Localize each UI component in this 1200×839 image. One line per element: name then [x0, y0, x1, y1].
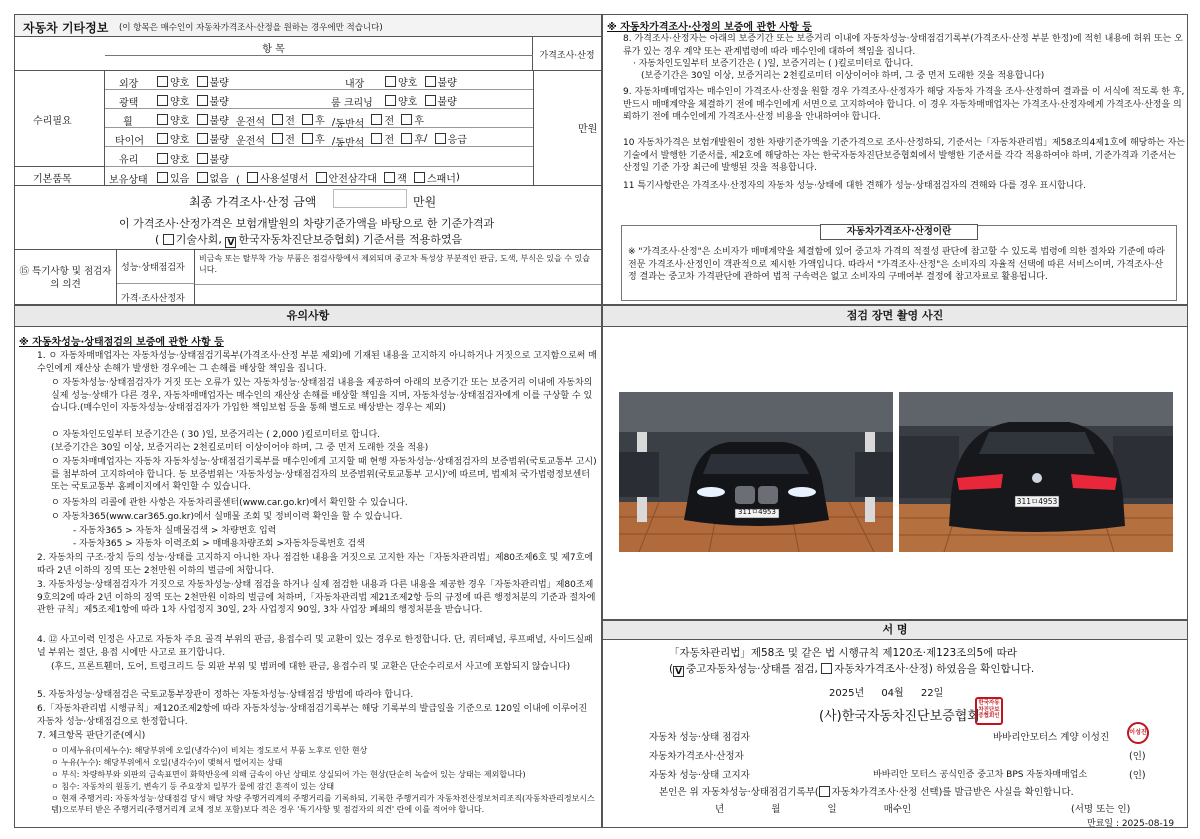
room-bad-label: 불량 — [437, 97, 457, 108]
criteria-2: ㅇ 누유(누수): 해당부위에서 오일(냉각수)이 맺혀서 떨어지는 상태 — [51, 758, 283, 767]
notes-section — [14, 305, 602, 828]
tire-passenger-rear-checkbox[interactable] — [401, 133, 412, 144]
wheel-passenger-rear-label: 후 — [414, 116, 424, 127]
room-good-label: 양호 — [398, 97, 418, 108]
tire-bad-checkbox[interactable] — [197, 133, 208, 144]
interior-label: 내장 — [345, 79, 365, 90]
notes-item-6: 6.「자동차관리법 시행규칙」제120조제2항에 따라 자동차성능·상태점검기록부는 해당 기록부의 발급일을 기준으로 120일 이내에 이루어진 자동차 성능·상태점검으로 한정합니다. — [37, 704, 588, 727]
photos-section — [602, 305, 1188, 620]
inspector-value: 바바리안모터스 계양 이성진 — [993, 732, 1110, 743]
price-definition-title: 자동차가격조사·산정이란 — [846, 226, 952, 237]
notes-item-1i: - 자동차365 > 자동차 이력조회 > 매매용차량조회 >자동차등록번호 검색 — [73, 539, 365, 549]
glass-good-label: 양호 — [170, 155, 190, 166]
row-owned: 보유상태 있음 없음 ( 사용설명서 안전삼각대 잭 스패너 ) — [105, 167, 533, 186]
price-guarantee-title: ※ 자동차가격조사·산정의 보증에 관한 사항 등 — [607, 22, 812, 33]
signature-date — [829, 684, 943, 699]
manual-label: 사용설명서 — [260, 174, 309, 185]
basis-assoc-label: 한국자동차진단보증협회 — [238, 233, 356, 246]
wheel-passenger-rear-checkbox[interactable] — [401, 114, 412, 125]
room-cleaning-label: 룸 크리닝 — [331, 98, 373, 109]
signature-line2-suffix: 하였음을 확인합니다. — [936, 663, 1035, 675]
opinion-num: ⑮ — [19, 266, 29, 277]
price-definition-box — [621, 225, 1177, 301]
confirm-line — [659, 784, 1074, 798]
buyer-label: 매수인 — [883, 804, 912, 815]
row-exterior — [105, 71, 533, 90]
other-info-subtitle: (이 항목은 매수인이 자동차가격조사·산정을 원하는 경우에만 적습니다) — [119, 23, 383, 33]
wheel-passenger-front-checkbox[interactable] — [371, 114, 382, 125]
tire-passenger-front-checkbox[interactable] — [371, 133, 382, 144]
inspector-seal-text: 이성진 — [1129, 729, 1147, 736]
gloss-label: 광택 — [119, 98, 139, 109]
spanner-checkbox[interactable] — [414, 172, 425, 183]
inspector-label: 자동차 성능·상태 점검자 — [649, 732, 750, 743]
row-glass — [105, 147, 533, 167]
buyer-day: 일 — [827, 804, 837, 815]
price-cell — [533, 71, 601, 186]
row-wheel: 휠 양호 불량 운전석 전 후 / 동반석 전 후 — [105, 109, 533, 128]
notes-subtitle: ※ 자동차성능·상태점검의 보증에 관한 사항 등 — [19, 337, 224, 348]
basic-label-cell — [15, 167, 105, 186]
final-price-unit: 만원 — [413, 195, 437, 209]
notes-item-5: 5. 자동차성능·상태점검은 국토교통부장관이 정하는 자동차성능·상태점검 방법에 따라야 합니다. — [37, 690, 414, 700]
notes-item-1b: ㅇ 자동차성능·상태점검자가 거짓 또는 오류가 있는 자동차성능·상태점검 내용을 제공하여 아래의 보증기간 또는 보증거리 이내에 자동차의 실제 성능·상태가 다른 경우, 자동차매매업자는 매수인의 재산상 손해를 배상할 책임을 지며, 자동차성능·상태점검자에게 이를 구상할 수 있습니다.(매수인이 자동차성능·상태점검자가 가입한 책임보험 등을 통해 별도로 배상받는 경우는 제외) — [51, 378, 593, 413]
notes-item-7: 7. 체크항목 판단기준(예시) — [37, 731, 146, 741]
rear-photo — [899, 392, 1173, 552]
notifier-label: 자동차 성능·상태 고지자 — [649, 770, 750, 781]
exterior-bad-label: 불량 — [209, 78, 229, 89]
notifier-value: 바바리안 모터스 공식인증 중고차 BPS 자동차매매업소 — [873, 770, 1088, 780]
tire-emergency-label: 응급 — [447, 135, 467, 146]
notes-title: 유의사항 — [286, 309, 330, 322]
used-car-label: 중고자동차성능·상태를 점검, — [686, 663, 818, 675]
item8-text: 8. 가격조사·산정자는 아래의 보증기간 또는 보증거리 이내에 자동차성능·상태점검기록부(가격조사·산정 부분 한정)에 적힌 내용에 허위 또는 오류가 있는 경우 계약 또는 관계법령에 따라 매수인에 대하여 책임을 집니다. — [623, 34, 1183, 57]
tire-label: 타이어 — [115, 136, 144, 147]
criteria-1: ㅇ 미세누유(미세누수): 해당부위에 오일(냉각수)이 비치는 정도로서 부품 노후로 인한 현상 — [51, 746, 368, 755]
basis-line1: 이 가격조사·산정가격은 보험개발원의 차량기준가액을 바탕으로 한 기준가격과 — [119, 217, 495, 230]
notes-item-1e: ㅇ 자동차매매업자는 자동차 자동차성능·상태점검기록부를 매수인에게 고지할 때 현행 자동차성능·상태점검자의 보증범위(국토교통부 고시)를 첨부하여 고지하여야 합니다. 동 보증범위는 '자동차성능·상태점검자의 보증범위(국토교통부 고시)'에 따르며, 법제처 국가법령정보센터 또는 국토교통부 홈페이지에서 확인할 수 있습니다. — [51, 457, 597, 492]
jack-label: 잭 — [397, 174, 407, 185]
opinion-label: 특기사항 및 점검자의 의견 — [32, 266, 112, 290]
date-year-value: 2025 — [829, 688, 855, 699]
org-name: (사)한국자동차진단보증협회 — [819, 709, 980, 724]
wheel-driver-front-checkbox[interactable] — [272, 114, 283, 125]
notes-item-4: 4. ⑫ 사고이력 인정은 사고로 자동차 주요 골격 부위의 판금, 용접수리 및 교환이 있는 경우로 한정합니다. 단, 쿼터패널, 루프패널, 사이드실패널 부위는 절단, 용접 시에만 사고로 표기합니다. — [37, 635, 593, 658]
gloss-bad-checkbox[interactable] — [197, 95, 208, 106]
rear-car-illustration — [899, 392, 1173, 552]
exterior-label: 외장 — [119, 79, 139, 90]
owned-label: 보유상태 — [109, 175, 148, 186]
final-price-input[interactable] — [333, 189, 407, 208]
tire-driver-rear-label: 후 — [315, 135, 325, 146]
item11-text: 11 특기사항란은 가격조사·산정자의 자동차 성능·상태에 대한 견해가 성능·상태점검자의 견해와 다를 경우 표시합니다. — [623, 181, 1086, 191]
signature-section — [602, 620, 1188, 828]
wheel-driver-rear-label: 후 — [315, 116, 325, 127]
front-plate: 311ㅁ4953 — [738, 508, 776, 516]
row-tire: 타이어 양호 불량 운전석 전 후 / 동반석 전 후 / 응급 — [105, 128, 533, 147]
item9-text: 9. 자동차매매업자는 매수인이 가격조사·산정을 원할 경우 가격조사·산정자가 해당 자동차 가격을 조사·산정하여 결과를 이 서식에 적도록 한 후, 반드시 매매계약을 체결하기 전에 매수인에게 서면으로 고지하여야 합니다. 이 경우 자동차매매업자는 가격조사·산정자에게 가격조사·산정을 의뢰하기 전에 매수인에게 가격조사·산정 비용을 안내하여야 합니다. — [623, 87, 1185, 122]
gloss-bad-label: 불량 — [209, 97, 229, 108]
price-header — [533, 37, 601, 71]
room-bad-checkbox[interactable] — [425, 95, 436, 106]
interior-good-checkbox[interactable] — [385, 76, 396, 87]
row-gloss — [105, 90, 533, 109]
signature-line2: (V 중고자동차성능·상태를 점검, 자동차가격조사·산정) 하였음을 확인합니다. — [669, 661, 1034, 677]
wheel-bad-label: 불량 — [209, 116, 229, 127]
manual-checkbox[interactable] — [247, 172, 258, 183]
date-day-label: 일 — [933, 688, 944, 699]
wheel-driver-label: 운전석 — [236, 117, 266, 128]
basis-assoc-checkbox[interactable] — [225, 237, 236, 248]
price-check-label: 자동차가격조사·산정) — [834, 663, 933, 675]
notes-item-1: 1. ㅇ 자동차매매업자는 자동차성능·상태점검기록부(가격조사·산정 부분 제외)에 기재된 내용을 고지하지 아니하거나 거짓으로 고지함으로써 매수인에게 재산상 손해가 발생한 경우에는 그 손해를 배상할 책임을 집니다. — [37, 351, 597, 374]
confirm-prefix: 본인은 위 자동차성능·상태점검기록부( — [659, 787, 819, 798]
price-assessor-sign-label: 자동차가격조사·산정자 — [649, 751, 744, 762]
tire-bad-label: 불량 — [209, 135, 229, 146]
glass-bad-label: 불량 — [209, 155, 229, 166]
exterior-bad-checkbox[interactable] — [197, 76, 208, 87]
inspector-seal — [1127, 722, 1149, 744]
gloss-good-label: 양호 — [170, 97, 190, 108]
notes-item-4b: (후드, 프론트휀더, 도어, 트렁크리드 등 외판 부위 및 범퍼에 대한 판금, 용접수리 및 교환은 단순수리로서 사고에 포함되지 않습니다) — [51, 662, 571, 672]
tire-emergency-checkbox[interactable] — [435, 133, 446, 144]
wheel-bad-checkbox[interactable] — [197, 114, 208, 125]
wheel-passenger-label: 동반석 — [335, 119, 365, 130]
item10-text: 10 자동차가격은 보험개발원이 정한 차량기준가액을 기준가격으로 조사·산정하되, 기준서는「자동차관리법」제58조의4제1호에 해당하는 자는 기술에서 발행한 기준서를, 제2호에 해당하는 자는 한국자동차진단보증협회에서 발행한 기준서를 각각 적용하여야 하며, 기준가격과 기준서는 산정일 기준 가장 최근에 발행된 것을 적용합니다. — [623, 138, 1185, 173]
signature-title: 서 명 — [882, 623, 908, 636]
interior-bad-checkbox[interactable] — [425, 76, 436, 87]
signature-line1: 「자동차관리법」제58조 및 같은 법 시행규칙 제120조·제123조의5에 따라 — [669, 647, 1017, 659]
price-assessor-sign-suffix: (인) — [1129, 751, 1146, 762]
perf-inspector-label: 성능·상태점검자 — [121, 263, 185, 273]
none-checkbox[interactable] — [197, 172, 208, 183]
price-assessor-label: 가격·조사산정자 — [121, 294, 185, 304]
jack-checkbox[interactable] — [384, 172, 395, 183]
other-info-title: 자동차 기타정보 — [23, 21, 109, 35]
date-year-label: 년 — [854, 688, 865, 699]
date-day-value: 22 — [920, 688, 934, 699]
room-good-checkbox[interactable] — [385, 95, 396, 106]
tire-driver-front-label: 전 — [285, 135, 295, 146]
exterior-good-checkbox[interactable] — [157, 76, 168, 87]
notes-header — [14, 305, 602, 327]
date-month-value: 04 — [881, 688, 895, 699]
used-car-checkbox[interactable] — [673, 666, 684, 677]
buyer-year: 년 — [715, 804, 725, 815]
tire-good-checkbox[interactable] — [157, 133, 168, 144]
interior-bad-label: 불량 — [437, 78, 457, 89]
item8-note: (보증기간은 30일 이상, 보증거리는 2천킬로미터 이상이어야 하며, 그 중 먼저 도래한 것을 적용합니다) — [641, 71, 1045, 81]
exterior-good-label: 양호 — [170, 78, 190, 89]
price-definition-text: ※ "가격조사·산정"은 소비자가 매매계약을 체결함에 있어 중고차 가격의 적절성 판단에 참고할 수 있도록 법령에 의한 절차와 기준에 따라 전문 가격조사·산정인이 객관적으로 제시한 가액입니다. 따라서 "가격조사·산정"은 소비자의 자율적 선택에 따른 서비스이며, 가격조사·산정 결과는 중고차 가격판단에 관하여 법적 구속력은 없고 소비자의 구매여부 결정에 참고자료로 활용됩니다. — [628, 247, 1165, 282]
none-label: 없음 — [209, 174, 229, 185]
tire-passenger-front-label: 전 — [384, 135, 395, 146]
signature-header — [602, 620, 1188, 640]
glass-label: 유리 — [119, 155, 139, 166]
notes-item-1g: ㅇ 자동차365(www.car365.go.kr)에서 실매물 조회 및 정비이력 확인을 할 수 있습니다. — [51, 512, 403, 522]
price-definition-title-box — [820, 224, 978, 240]
repair-label: 수리필요 — [33, 116, 72, 127]
final-price-block: 최종 가격조사·산정 금액 만원 이 가격조사·산정가격은 보험개발원의 차량기준가액을 바탕으로 한 기준가격과 ( 기술사회, V한국자동차진단보증협회) 기준서를 적용하였음 — [15, 186, 601, 250]
org-seal-text: 한국자동차진단보증협회인 — [978, 700, 1000, 719]
wheel-label: 휠 — [123, 117, 133, 128]
photos-title: 점검 장면 촬영 사진 — [846, 309, 944, 322]
front-car-illustration — [619, 392, 893, 552]
other-info-title-row — [15, 15, 601, 37]
expiry-date: 만료일 : 2025-08-19 — [1087, 819, 1175, 829]
wheel-driver-front-label: 전 — [285, 116, 295, 127]
price-header-label: 가격조사·산정 — [539, 51, 595, 61]
notes-item-2: 2. 자동차의 구조·장치 등의 성능·상태를 고지하지 아니한 자나 점검한 내용을 거짓으로 고지한 자는「자동차관리법」제80조제6호 및 제7호에 따라 2년 이하의 징역 또는 2천만원 이하의 벌금에 처합니다. — [37, 553, 594, 576]
wheel-passenger-front-label: 전 — [384, 116, 395, 127]
tire-passenger-rear-label: 후 — [414, 135, 424, 146]
triangle-checkbox[interactable] — [316, 172, 327, 183]
photos-header — [602, 305, 1188, 327]
price-unit: 만원 — [578, 124, 598, 135]
perf-inspector-cell — [117, 250, 195, 284]
criteria-3: ㅇ 부식: 차량하부와 외판의 금속표면이 화학반응에 의해 금속이 아닌 상태로 상실되어 가는 현상(단순히 녹슬어 있는 상태는 제외합니다) — [51, 770, 526, 779]
tire-good-label: 양호 — [170, 135, 190, 146]
notifier-suffix: (인) — [1129, 770, 1146, 781]
criteria-4: ㅇ 침수: 자동차의 원동기, 변속기 등 주요장치 일부가 물에 잠긴 흔적이 있는 상태 — [51, 782, 335, 791]
glass-bad-checkbox[interactable] — [197, 153, 208, 164]
interior-good-label: 양호 — [398, 78, 418, 89]
item-header — [15, 37, 533, 71]
buyer-sign: (서명 또는 인) — [1071, 804, 1131, 815]
buyer-month: 월 — [771, 804, 781, 815]
buyer-line — [715, 801, 911, 815]
criteria-5: ㅇ 현재 주행거리: 자동차성능·상태점검 당시 해당 차량 주행거리계의 주행거리를 기록하되, 기록한 주행거리가 자동차전산정보처리조직(자동차관리정보시스템)으로부터 받은 주행거리(주행거리계 교체 정보 포함)보다 적은 경우 '특기사항 및 점검자의 의견' 란에 이를 적어야 합니다. — [51, 794, 595, 814]
notes-item-3: 3. 자동차성능·상태점검자가 거짓으로 자동차성능·상태 점검을 하거나 실제 점검한 내용과 다른 내용을 제공한 경우「자동차관리법」제80조제9호의2에 따라 2년 이하의 징역 또는 2천만원 이하의 벌금에 처하며,「자동차관리법 제21조제2항 등의 규정에 따른 행정처분의 기준과 절차에 관한 규칙」제5조제1항에 따라 1차 사업정지 30일, 2차 사업정지 90일, 3차 사업장 폐쇄의 행정처분을 받습니다. — [37, 580, 596, 615]
notes-item-1f: ㅇ 자동차의 리콜에 관한 사항은 자동차리콜센터(www.car.go.kr)에서 확인할 수 있습니다. — [51, 498, 408, 508]
have-label: 있음 — [170, 174, 190, 185]
item-header-label: 항 목 — [262, 44, 285, 55]
notes-item-1c: ㅇ 자동차인도일부터 보증기간은 ( 30 )일, 보증거리는 ( 2,000 )킬로미터로 합니다. — [51, 430, 381, 440]
notes-item-1h: - 자동차365 > 자동차 실매물검색 > 차량번호 입력 — [73, 526, 277, 536]
front-photo — [619, 392, 893, 552]
basis-tech-label: 기술사회 — [175, 233, 219, 246]
other-info-section — [14, 14, 602, 305]
gloss-good-checkbox[interactable] — [157, 95, 168, 106]
confirm-price-checkbox[interactable] — [819, 786, 830, 797]
have-checkbox[interactable] — [157, 172, 168, 183]
notes-item-1d: (보증기간은 30일 이상, 보증거리는 2천킬로미터 이상이어야 하며, 그 중 먼저 도래한 것을 적용) — [51, 443, 429, 453]
opinion-label-cell — [15, 250, 117, 305]
wheel-good-checkbox[interactable] — [157, 114, 168, 125]
glass-good-checkbox[interactable] — [157, 153, 168, 164]
price-check-checkbox[interactable] — [821, 663, 832, 674]
basis-suffix: 기준서를 적용하였음 — [363, 233, 463, 246]
basic-label: 기본품목 — [33, 174, 72, 185]
perf-inspector-text: 비금속 또는 탈부착 가능 부품은 점검사항에서 제외되며 중고차 특성상 부분적인 판금, 도색, 부식은 있을 수 있습니다. — [199, 254, 590, 274]
item8-bullet: · 자동차인도일부터 보증기간은 ( )일, 보증거리는 ( )킬로미터로 합니다. — [633, 59, 914, 69]
tire-driver-front-checkbox[interactable] — [272, 133, 283, 144]
tire-driver-label: 운전석 — [236, 136, 266, 147]
wheel-driver-rear-checkbox[interactable] — [302, 114, 313, 125]
price-assessor-cell — [117, 284, 195, 305]
tire-passenger-label: 동반석 — [335, 138, 365, 149]
tire-driver-rear-checkbox[interactable] — [302, 133, 313, 144]
basis-tech-checkbox[interactable] — [163, 234, 174, 245]
spanner-label: 스패너 — [426, 174, 456, 185]
final-price-label: 최종 가격조사·산정 금액 — [189, 195, 317, 209]
org-seal — [975, 697, 1003, 725]
wheel-good-label: 양호 — [170, 116, 190, 127]
rear-plate: 311ㅁ4953 — [1016, 497, 1058, 506]
triangle-label: 안전삼각대 — [328, 174, 377, 185]
repair-label-cell — [15, 71, 105, 167]
price-guarantee-section — [602, 14, 1188, 305]
date-month-label: 월 — [894, 688, 904, 699]
confirm-mid: 자동차가격조사·산정 선택)를 발급받은 사실을 확인합니다. — [831, 787, 1074, 798]
